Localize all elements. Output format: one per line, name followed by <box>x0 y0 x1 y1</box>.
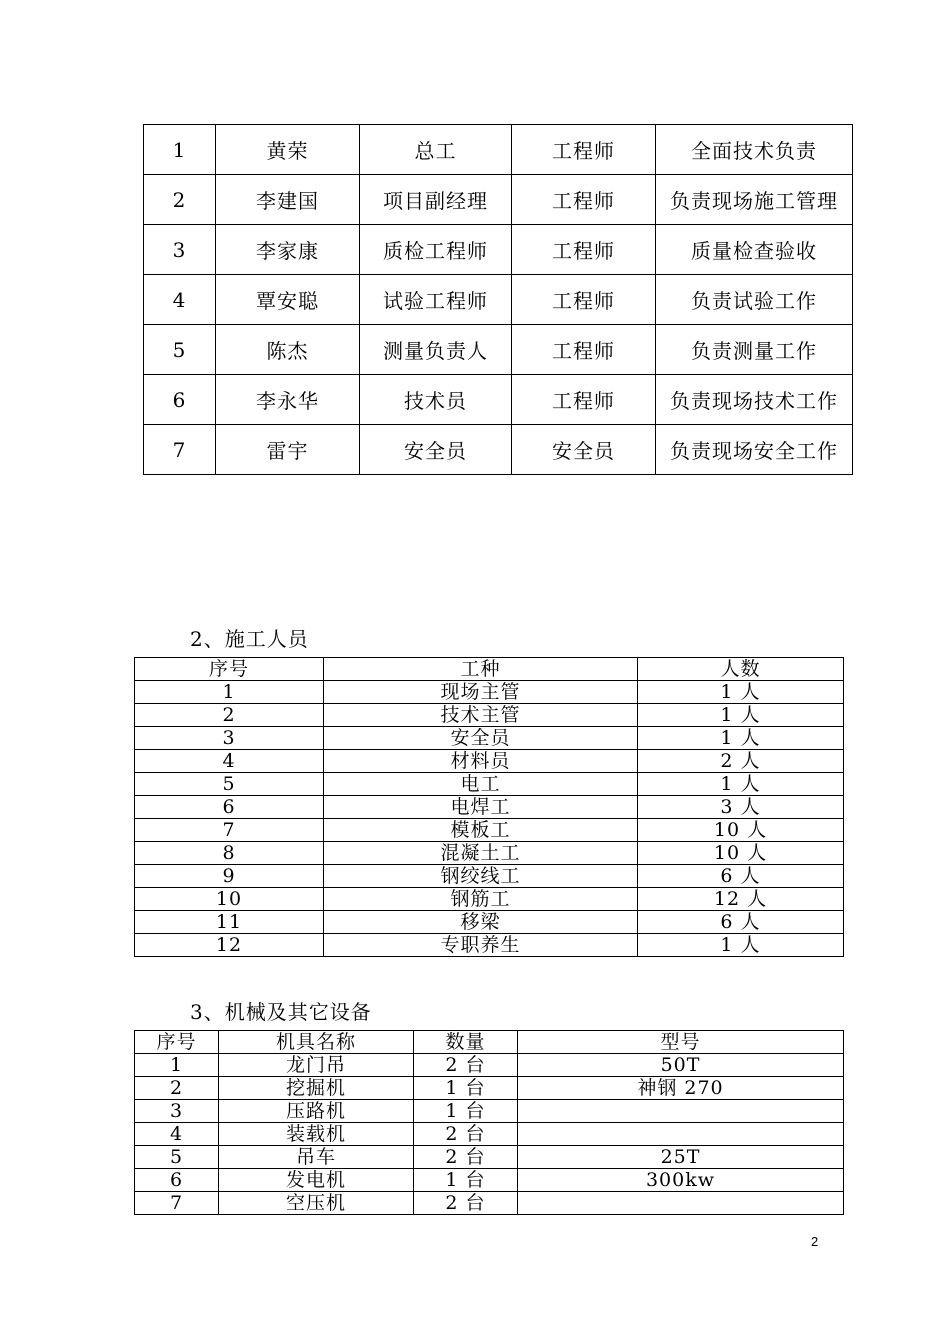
table-cell: 2 人 <box>638 750 844 773</box>
table-cell: 工程师 <box>512 175 656 225</box>
table-cell: 6 <box>135 796 324 819</box>
table-cell: 11 <box>135 911 324 934</box>
table-row <box>135 1077 844 1100</box>
table-cell: 1 台 <box>414 1100 518 1123</box>
table-cell: 25T <box>518 1146 844 1169</box>
table-cell: 1 人 <box>638 773 844 796</box>
table-row <box>144 375 853 425</box>
table-cell: 7 <box>135 1192 219 1215</box>
table-cell: 1 <box>135 1054 219 1077</box>
table-cell: 陈杰 <box>216 325 360 375</box>
table-cell: 10 <box>135 888 324 911</box>
table-header-row <box>135 658 844 681</box>
table-cell: 项目副经理 <box>360 175 512 225</box>
table-cell: 雷宇 <box>216 425 360 475</box>
table-row <box>135 773 844 796</box>
table-cell: 5 <box>135 773 324 796</box>
table-cell: 5 <box>144 325 216 375</box>
table-cell: 工程师 <box>512 125 656 175</box>
table-cell: 李家康 <box>216 225 360 275</box>
table-row <box>135 681 844 704</box>
equipment-table <box>134 1030 844 1215</box>
table-cell: 1 <box>135 681 324 704</box>
table-cell: 8 <box>135 842 324 865</box>
table-cell: 负责试验工作 <box>656 275 853 325</box>
table-cell: 安全员 <box>324 727 638 750</box>
table-cell: 6 <box>144 375 216 425</box>
table-cell: 李建国 <box>216 175 360 225</box>
table-row <box>135 1123 844 1146</box>
table-cell: 负责现场技术工作 <box>656 375 853 425</box>
table-cell: 2 <box>144 175 216 225</box>
table-cell: 1 <box>144 125 216 175</box>
table-cell: 50T <box>518 1054 844 1077</box>
table-cell: 黄荣 <box>216 125 360 175</box>
table-row <box>135 842 844 865</box>
table-cell: 7 <box>144 425 216 475</box>
table-cell: 安全员 <box>512 425 656 475</box>
table-cell: 混凝土工 <box>324 842 638 865</box>
table-cell: 全面技术负责 <box>656 125 853 175</box>
table-row <box>135 727 844 750</box>
table-cell: 1 台 <box>414 1077 518 1100</box>
table-cell: 2 台 <box>414 1123 518 1146</box>
staff-table <box>143 124 853 475</box>
table-cell: 工程师 <box>512 225 656 275</box>
page-number: 2 <box>811 1234 819 1249</box>
table-row <box>135 750 844 773</box>
table-cell: 测量负责人 <box>360 325 512 375</box>
table-cell: 电工 <box>324 773 638 796</box>
table-cell: 装载机 <box>219 1123 414 1146</box>
table-row <box>135 888 844 911</box>
table-cell: 3 <box>135 1100 219 1123</box>
table-row <box>135 1169 844 1192</box>
table-cell: 负责现场施工管理 <box>656 175 853 225</box>
table-row <box>144 125 853 175</box>
table-row <box>135 934 844 957</box>
table-cell: 6 <box>135 1169 219 1192</box>
table-cell: 吊车 <box>219 1146 414 1169</box>
table-row <box>135 1192 844 1215</box>
table-cell: 压路机 <box>219 1100 414 1123</box>
table-cell: 钢筋工 <box>324 888 638 911</box>
header-cell: 序号 <box>135 658 324 681</box>
table-cell: 移梁 <box>324 911 638 934</box>
table-row <box>135 704 844 727</box>
equipment-section-heading: 3、机械及其它设备 <box>190 1000 372 1024</box>
table-cell: 李永华 <box>216 375 360 425</box>
table-cell: 负责测量工作 <box>656 325 853 375</box>
table-row <box>144 325 853 375</box>
table-cell: 技术员 <box>360 375 512 425</box>
table-row <box>135 865 844 888</box>
table-cell: 6 人 <box>638 865 844 888</box>
table-cell: 神钢 270 <box>518 1077 844 1100</box>
header-cell: 工种 <box>324 658 638 681</box>
table-cell: 2 台 <box>414 1146 518 1169</box>
table-cell <box>518 1192 844 1215</box>
header-cell: 序号 <box>135 1031 219 1054</box>
table-row <box>144 425 853 475</box>
table-row <box>135 819 844 842</box>
header-cell: 数量 <box>414 1031 518 1054</box>
table-cell: 现场主管 <box>324 681 638 704</box>
table-row <box>135 1146 844 1169</box>
table-row <box>135 1054 844 1077</box>
table-cell: 安全员 <box>360 425 512 475</box>
table-cell: 总工 <box>360 125 512 175</box>
table-cell: 2 台 <box>414 1192 518 1215</box>
table-cell: 1 人 <box>638 704 844 727</box>
table-cell: 300kw <box>518 1169 844 1192</box>
table-cell: 3 <box>135 727 324 750</box>
table-cell: 工程师 <box>512 275 656 325</box>
table-cell: 工程师 <box>512 325 656 375</box>
table-cell: 2 <box>135 1077 219 1100</box>
table-header-row <box>135 1031 844 1054</box>
table-cell: 质量检查验收 <box>656 225 853 275</box>
table-cell: 材料员 <box>324 750 638 773</box>
table-cell: 3 <box>144 225 216 275</box>
table-cell: 2 <box>135 704 324 727</box>
header-cell: 机具名称 <box>219 1031 414 1054</box>
table-cell: 9 <box>135 865 324 888</box>
header-cell: 人数 <box>638 658 844 681</box>
table-row <box>135 1100 844 1123</box>
table-cell: 试验工程师 <box>360 275 512 325</box>
table-cell: 2 台 <box>414 1054 518 1077</box>
table-cell: 空压机 <box>219 1192 414 1215</box>
table-cell: 技术主管 <box>324 704 638 727</box>
table-cell: 5 <box>135 1146 219 1169</box>
table-cell <box>518 1100 844 1123</box>
table-cell: 4 <box>135 1123 219 1146</box>
table-cell: 10 人 <box>638 819 844 842</box>
table-cell: 3 人 <box>638 796 844 819</box>
table-cell: 电焊工 <box>324 796 638 819</box>
table-cell: 10 人 <box>638 842 844 865</box>
table-row <box>135 911 844 934</box>
table-cell <box>518 1123 844 1146</box>
table-cell: 1 人 <box>638 727 844 750</box>
table-cell: 1 人 <box>638 681 844 704</box>
table-row <box>135 796 844 819</box>
table-cell: 1 台 <box>414 1169 518 1192</box>
table-cell: 覃安聪 <box>216 275 360 325</box>
table-cell: 工程师 <box>512 375 656 425</box>
table-cell: 7 <box>135 819 324 842</box>
table-cell: 4 <box>144 275 216 325</box>
table-cell: 1 人 <box>638 934 844 957</box>
table-cell: 4 <box>135 750 324 773</box>
table-cell: 6 人 <box>638 911 844 934</box>
table-cell: 钢绞线工 <box>324 865 638 888</box>
header-cell: 型号 <box>518 1031 844 1054</box>
table-row <box>144 175 853 225</box>
table-cell: 12 人 <box>638 888 844 911</box>
table-row <box>144 275 853 325</box>
table-cell: 挖掘机 <box>219 1077 414 1100</box>
workers-section-heading: 2、施工人员 <box>190 627 309 651</box>
workers-table <box>134 657 844 957</box>
table-cell: 12 <box>135 934 324 957</box>
table-cell: 负责现场安全工作 <box>656 425 853 475</box>
table-cell: 发电机 <box>219 1169 414 1192</box>
table-cell: 龙门吊 <box>219 1054 414 1077</box>
table-row <box>144 225 853 275</box>
table-cell: 模板工 <box>324 819 638 842</box>
table-cell: 质检工程师 <box>360 225 512 275</box>
table-cell: 专职养生 <box>324 934 638 957</box>
